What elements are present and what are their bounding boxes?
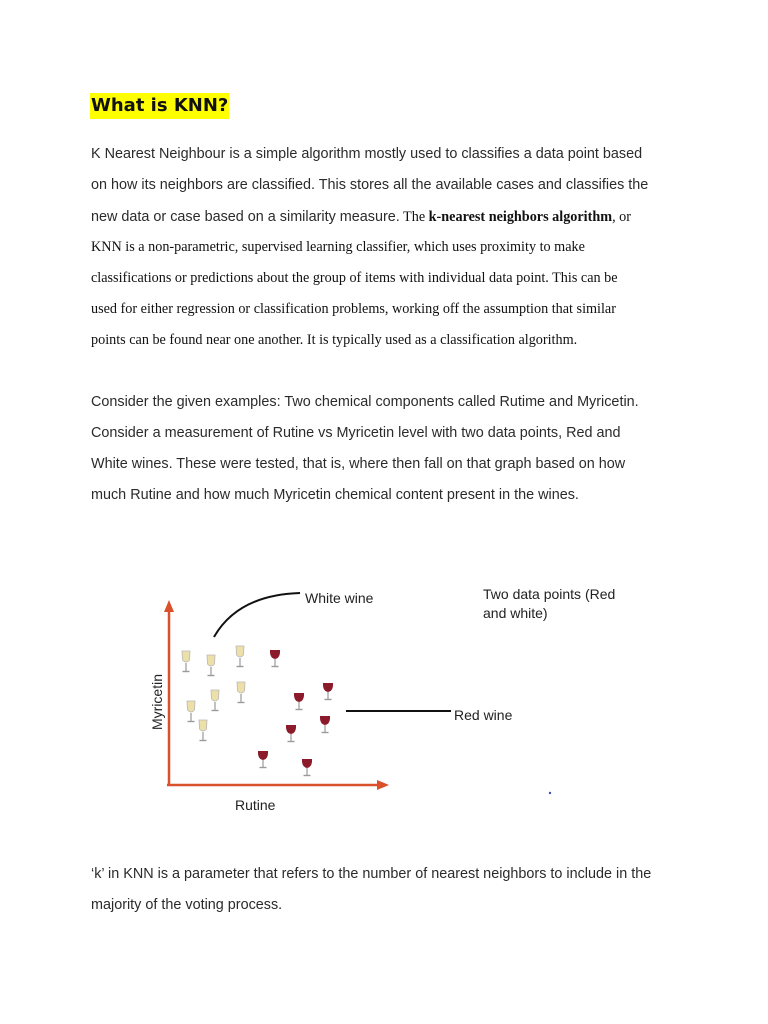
red-wine-glass-icon [302, 759, 312, 776]
text-line: K Nearest Neighbour is a simple algorithm mostly used to classifies a data point based [91, 146, 643, 162]
paragraph-wine-example [91, 387, 681, 511]
bold-term: k-nearest neighbors algorithm [428, 209, 613, 225]
white-wine-glass-icon [187, 701, 195, 722]
red-wine-glass-icon [258, 751, 268, 768]
text-line: ‘k’ in KNN is a parameter that refers to the number of nearest neighbors to include in the [91, 866, 652, 882]
caption-line: and white) [483, 605, 548, 621]
x-axis-label: Rutine [235, 797, 276, 813]
red-wine-glass-icon [323, 683, 333, 700]
text-run: The [399, 209, 429, 225]
text-line: KNN is a non-parametric, supervised learning classifier, which uses proximity to make [91, 239, 585, 255]
caption-line: Two data points (Red [483, 586, 616, 602]
red-wine-glass-icon [320, 716, 330, 733]
red-wine-glass-icon [294, 693, 304, 710]
red-wine-glass-icon [286, 725, 296, 742]
white-wine-glass-icon [236, 646, 244, 667]
y-axis-arrow-icon [164, 600, 174, 612]
text-line: White wines. These were tested, that is, where then fall on that graph based on how [91, 456, 626, 472]
wine-scatter-figure [140, 570, 616, 830]
red-wine-label: Red wine [454, 707, 513, 723]
text-line: on how its neighbors are classified. This stores all the available cases and classifies the [91, 177, 649, 193]
white-wine-pointer [214, 593, 300, 637]
text-run: new data or case based on a similarity measure. [91, 209, 400, 225]
text-line: Consider a measurement of Rutine vs Myricetin level with two data points, Red and [91, 425, 621, 441]
y-axis-label: Myricetin [149, 673, 165, 730]
text-line: points can be found near one another. It is typically used as a classification algorithm. [91, 332, 578, 348]
white-wine-glass-icon [237, 682, 245, 703]
text-line: much Rutine and how much Myricetin chemical content present in the wines. [91, 487, 579, 503]
text-line: used for either regression or classification problems, working off the assumption that similar [91, 301, 616, 317]
paragraph-k-parameter [91, 859, 681, 921]
paragraph-knn-definition [91, 139, 681, 356]
x-axis-arrow-icon [377, 780, 389, 790]
white-wine-glass-icon [207, 655, 215, 676]
text-line-mixed [91, 201, 681, 232]
white-wine-glass-icon [182, 651, 190, 672]
text-run: , or [612, 209, 631, 225]
text-line: majority of the voting process. [91, 897, 283, 913]
text-line: Consider the given examples: Two chemical components called Rutime and Myricetin. [91, 394, 639, 410]
figure-svg [140, 570, 616, 830]
red-wine-glass-icon [270, 650, 280, 667]
stray-dot [549, 792, 551, 794]
white-wine-glass-icon [199, 720, 207, 741]
white-wine-label: White wine [305, 590, 374, 606]
white-wine-glass-icon [211, 690, 219, 711]
text-line: classifications or predictions about the group of items with individual data point. This can be [91, 270, 618, 286]
page-title: What is KNN? [90, 93, 229, 119]
